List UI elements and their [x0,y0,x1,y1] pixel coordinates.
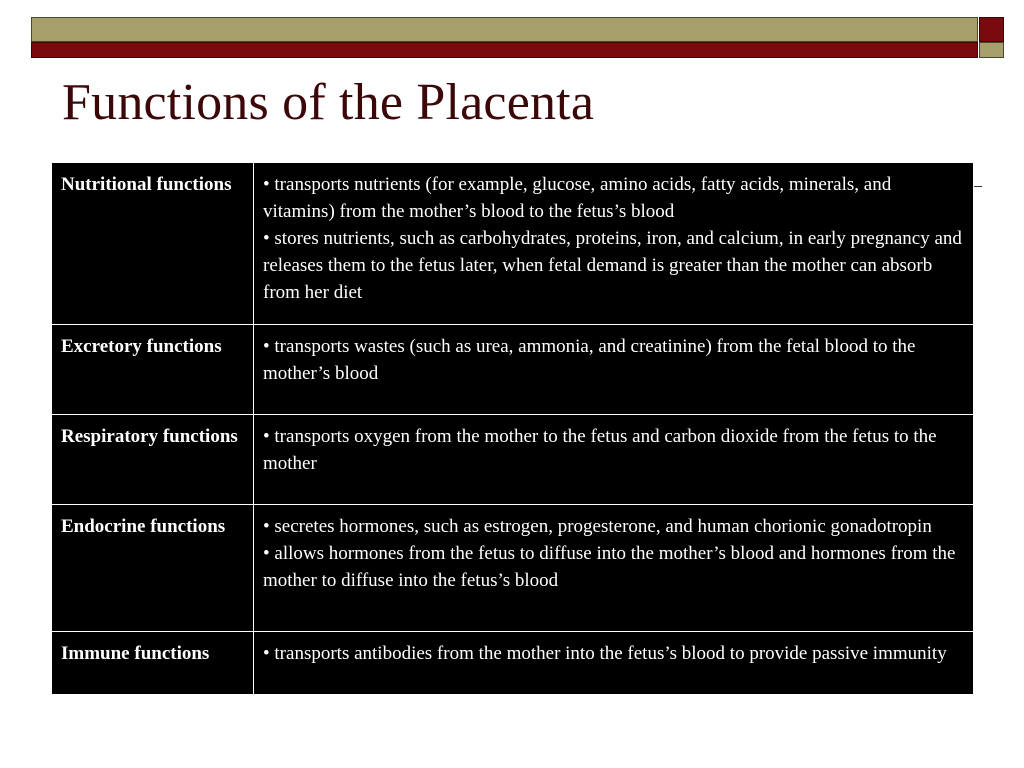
category-cell: Excretory functions [52,325,254,415]
table-row [52,325,973,415]
bullet-item: • stores nutrients, such as carbohydrates, proteins, iron, and calcium, in early pregnancy and releases them to the fetus later, when fetal demand is greater than the mother can absorb from her diet [263,228,962,303]
table-edge-tick [974,186,982,187]
bullet-item: • transports oxygen from the mother to the fetus and carbon dioxide from the fetus to the mother [263,426,937,474]
description-cell [254,505,974,632]
category-cell: Nutritional functions [52,163,254,325]
table-row [52,415,973,505]
description-cell [254,325,974,415]
bullet-item: • transports wastes (such as urea, ammonia, and creatinine) from the fetal blood to the mother’s blood [263,336,916,384]
description-cell [254,415,974,505]
bullet-item: • transports antibodies from the mother into the fetus’s blood to provide passive immunity [263,643,947,664]
corner-square-red [979,17,1004,42]
description-cell [254,632,974,695]
table-row [52,505,973,632]
corner-square-olive [979,42,1004,58]
bullet-item: • allows hormones from the fetus to diffuse into the mother’s blood and hormones from the mother to diffuse into the fetus’s blood [263,543,956,591]
description-cell [254,163,974,325]
bullet-item: • transports nutrients (for example, glucose, amino acids, fatty acids, minerals, and vitamins) from the mother’s blood to the fetus’s blood [263,174,892,222]
table-row [52,632,973,695]
table-row [52,163,973,325]
bullet-item: • secretes hormones, such as estrogen, progesterone, and human chorionic gonadotropin [263,516,932,537]
header-band-olive [31,17,978,42]
slide-title: Functions of the Placenta [62,74,595,131]
category-cell: Immune functions [52,632,254,695]
placenta-functions-table [52,163,973,694]
category-cell: Endocrine functions [52,505,254,632]
category-cell: Respiratory functions [52,415,254,505]
header-band-red [31,42,978,58]
